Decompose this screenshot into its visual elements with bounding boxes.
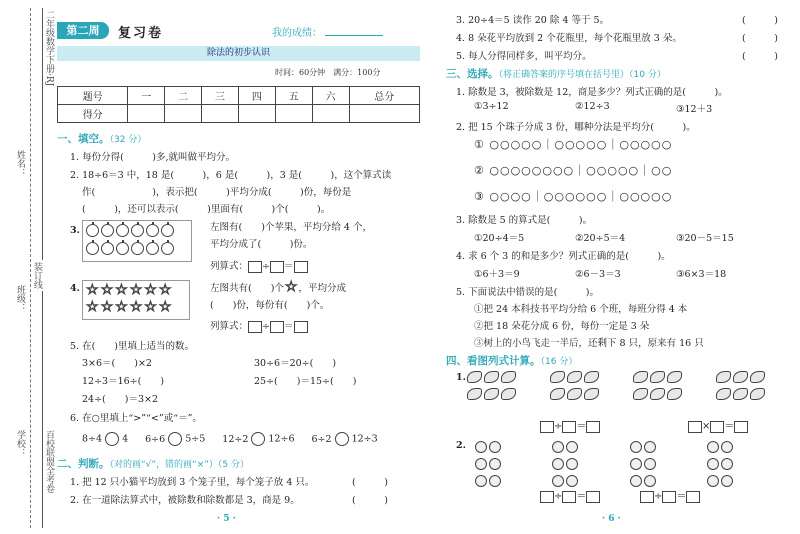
page-number-right: · 6 · xyxy=(602,514,621,524)
choice-q4-opt3: ③6×3＝18 xyxy=(676,269,727,280)
judge-q5: 5. 每人分得同样多，叫平均分。 xyxy=(456,51,592,62)
fill-q1: 1. 每份分得( )多,就叫做平均分。 xyxy=(70,152,236,163)
choice-q3-opt2: ②20÷5＝4 xyxy=(575,233,626,244)
judge-q2: 2. 在一道除法算式中，被除数和除数都是 3，商是 9。 xyxy=(70,495,300,506)
choice-q2: 2. 把 15 个珠子分成 3 份，哪种分法是平均分( )。 xyxy=(456,122,696,133)
choice-q3-opt3: ③20－5＝15 xyxy=(676,233,734,244)
fill-q6-items: 8÷4 4 6÷6 5÷5 12÷2 12÷6 6÷2 12÷3 xyxy=(82,433,378,445)
section-2-heading: 二、判断。（对的画“√”，错的画“×”）（5 分） xyxy=(57,458,250,470)
strip-title: 二年级数学下册·RJ xyxy=(44,10,54,87)
page-title: 复习卷 xyxy=(118,26,164,41)
choice-q5: 5. 下面说法中错误的是( )。 xyxy=(456,287,599,298)
picture-q2-number: 2. xyxy=(456,440,466,451)
fill-q5-r1a: 3×6＝( )×2 xyxy=(82,358,152,369)
beads-option-1: ① ○○○○○｜○○○○○｜○○○○○ xyxy=(474,138,673,151)
binding-line-label: 装订线 xyxy=(32,262,42,289)
fill-q5-r2b: 25÷( )＝15÷( ) xyxy=(254,376,357,387)
shells-figure xyxy=(474,440,734,491)
fill-q5-r2a: 12÷3＝16÷( ) xyxy=(82,376,165,387)
judge-q3-answer[interactable]: ( ) xyxy=(742,15,778,26)
picture-q2-eq-b: ÷ ＝ xyxy=(640,487,700,503)
choice-q3-opt1: ①20÷4＝5 xyxy=(474,233,525,244)
fill-q3-text-a: 左图有( )个苹果，平均分给 4 个， xyxy=(210,222,372,233)
week-badge: 第二周 xyxy=(57,22,109,39)
choice-q3: 3. 除数是 5 的算式是( )。 xyxy=(456,215,593,226)
fill-q6: 6. 在○里填上“>”“<”或“＝”。 xyxy=(70,413,202,424)
score-field: 我的成绩： xyxy=(272,24,383,39)
page-number-left: · 5 · xyxy=(217,514,236,524)
apples-figure xyxy=(82,220,192,262)
choice-q5-opt1: ①把 24 本科技书平均分给 6 个班，每班分得 4 本 xyxy=(474,304,688,315)
fill-q3-text-c: 平均分成了( )份。 xyxy=(210,239,313,250)
choice-q4-opt1: ①6＋3＝9 xyxy=(474,269,520,280)
judge-q3: 3. 20÷4＝5 读作 20 除 4 等于 5。 xyxy=(456,15,610,26)
class-label: 班级： xyxy=(15,285,25,312)
stars-figure: ☆ ☆ ☆ ☆ ☆ ☆ ☆ ☆ ☆ ☆ ☆ ☆ xyxy=(82,280,190,320)
fill-q2a: 2. 18÷6＝3 中，18 是( )，6 是( )，3 是( )，这个算式读 xyxy=(70,170,392,181)
judge-q4-answer[interactable]: ( ) xyxy=(742,33,778,44)
picture-q1-eq-a: ÷ ＝ xyxy=(540,417,600,433)
choice-q5-opt3: ③树上的小鸟飞走一半后，还剩下 8 只，原来有 16 只 xyxy=(474,338,704,349)
beads-option-2: ② ○○○○○○○○｜○○○○○｜○○ xyxy=(474,164,673,177)
choice-q1-opt3: ③12＋3 xyxy=(676,104,713,115)
score-table: 题号 一 二 三 四 五 六 总分 得分 xyxy=(57,86,420,123)
choice-q4: 4. 求 6 个 3 的和是多少？列式正确的是( )。 xyxy=(456,251,671,262)
fill-q4-text-a: 左图共有( )个☆，平均分成 xyxy=(210,279,346,295)
judge-q1: 1. 把 12 只小猫平均放到 3 个笼子里，每个笼子放 4 只。 xyxy=(70,477,315,488)
picture-q1-eq-b: × ＝ xyxy=(688,417,748,433)
topic-bar: 除法的初步认识 xyxy=(57,46,420,61)
choice-q1-opt1: ①3÷12 xyxy=(474,101,509,112)
picture-q2-eq-a: ÷ ＝ xyxy=(540,487,600,503)
choice-q5-opt2: ②把 18 朵花分成 6 份，每份一定是 3 朵 xyxy=(474,321,650,332)
fill-q2b: 作( )，表示把( )平均分成( )份，每份是 xyxy=(82,187,352,198)
fill-q5-r1b: 30÷6＝20÷( ) xyxy=(254,358,337,369)
choice-q4-opt2: ②6－3＝3 xyxy=(575,269,621,280)
fill-q5: 5. 在( )里填上适当的数。 xyxy=(70,341,194,352)
fill-q3-number: 3. xyxy=(70,225,80,236)
judge-q4: 4. 8 朵花平均放到 2 个花瓶里，每个花瓶里放 3 朵。 xyxy=(456,33,682,44)
section-3-heading: 三、选择。（将正确答案的序号填在括号里）（10 分） xyxy=(446,68,666,80)
fill-q2c: ( )，还可以表示( )里面有( )个( )。 xyxy=(82,204,331,215)
beads-option-3: ③ ○○○○｜○○○○○○｜○○○○○ xyxy=(474,190,673,203)
fill-q5-r3a: 24÷( )＝3×2 xyxy=(82,394,159,405)
fill-q4-number: 4. xyxy=(70,283,80,294)
time-note: 时间：60分钟 满分：100分 xyxy=(275,68,381,77)
judge-q1-answer[interactable]: ( ) xyxy=(352,477,388,488)
fill-q4-equation: 列算式： ÷ ＝ xyxy=(210,318,308,333)
choice-q1-opt2: ②12÷3 xyxy=(575,101,610,112)
name-label: 姓名： xyxy=(15,150,25,177)
picture-q1-number: 1. xyxy=(456,372,466,383)
binding-margin xyxy=(0,0,52,534)
school-label: 学校： xyxy=(15,430,25,457)
judge-q2-answer[interactable]: ( ) xyxy=(352,495,388,506)
judge-q5-answer[interactable]: ( ) xyxy=(742,51,778,62)
choice-q1: 1. 除数是 3，被除数是 12，商是多少？列式正确的是( )。 xyxy=(456,87,728,98)
section-4-heading: 四、看图列式计算。（16 分） xyxy=(446,355,578,367)
edge-note: 百校联盟全考卷 xyxy=(44,430,54,493)
section-1-heading: 一、填空。（32 分） xyxy=(57,133,147,145)
fill-q4-text-c: ( )份，每份有( )个。 xyxy=(210,300,330,311)
fill-q3-equation: 列算式： ÷ ＝ xyxy=(210,258,308,273)
leaves-figure xyxy=(466,370,766,404)
